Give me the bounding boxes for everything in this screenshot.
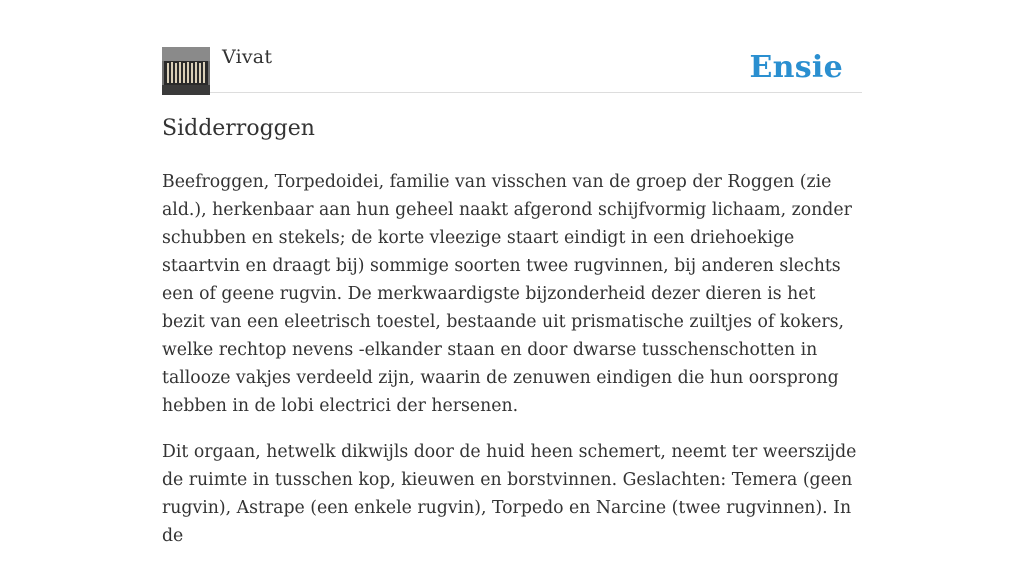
article-body [162, 168, 862, 568]
brand-logo[interactable]: Ensie [749, 50, 843, 85]
book-stack-avatar-icon[interactable] [162, 47, 210, 95]
article-title: Sidderroggen [162, 116, 315, 141]
paragraph: Dit orgaan, hetwelk dikwijls door de huid heen schemert, neemt ter weerszijde de ruimte in tusschen kop, kieuwen en borstvinnen. Geslachten: Temera (geen rugvin), Astrape (een enkele rugvin), Torpedo en Narcine (twee rugvinnen). In de [162, 442, 857, 546]
avatar-image [162, 47, 210, 95]
header [162, 0, 862, 93]
paragraph: Beefroggen, Torpedoidei, familie van visschen van de groep der Roggen (zie ald.), herkenbaar aan hun geheel naakt afgerond schijfvormig lichaam, zonder schubben en stekels; de korte vleezige staart eindigt in een driehoekige staartvin en draagt bij) sommige soorten twee rugvinnen, bij anderen slechts een of geene rugvin. De merkwaardigste bijzonderheid dezer dieren is het bezit van een eleetrisch toestel, bestaande uit prismatische zuiltjes of kokers, welke rechtop nevens -elkander staan en door dwarse tusschenschotten in tallooze vakjes verdeeld zijn, waarin de zenuwen eindigen die hun oorsprong hebben in de lobi electrici der hersenen. [162, 172, 852, 416]
article-page [162, 0, 862, 546]
source-name[interactable]: Vivat [222, 46, 273, 68]
